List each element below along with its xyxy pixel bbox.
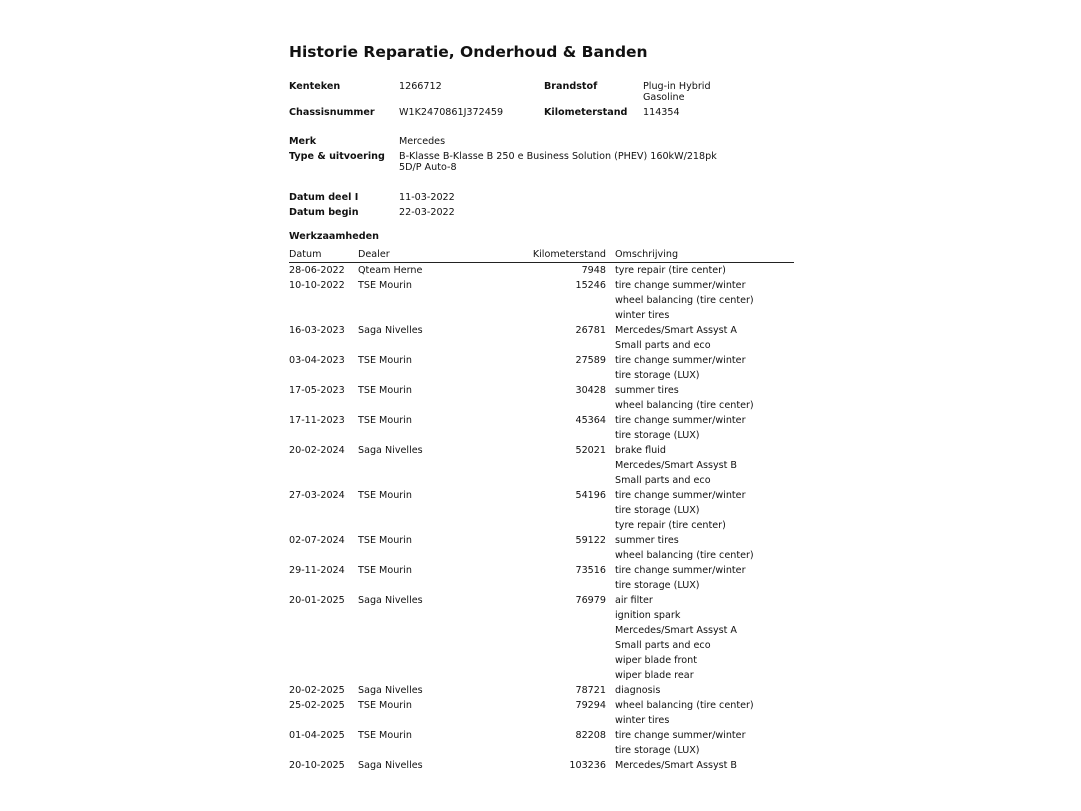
cell-kilometerstand: 7948 bbox=[581, 265, 606, 276]
cell-omschrijving: tyre repair (tire center) bbox=[615, 265, 726, 276]
cell-omschrijving: wheel balancing (tire center) bbox=[615, 295, 754, 306]
cell-dealer: Saga Nivelles bbox=[358, 685, 423, 696]
cell-kilometerstand: 45364 bbox=[575, 415, 606, 426]
table-row bbox=[289, 548, 794, 563]
cell-date: 28-06-2022 bbox=[289, 265, 345, 276]
datum-begin-value: 22-03-2022 bbox=[399, 207, 455, 218]
table-row bbox=[289, 308, 794, 323]
table-row bbox=[289, 398, 794, 413]
table-row bbox=[289, 323, 794, 338]
merk-value: Mercedes bbox=[399, 136, 446, 147]
table-row bbox=[289, 473, 794, 488]
table-row bbox=[289, 713, 794, 728]
column-header-kilometerstand: Kilometerstand bbox=[532, 249, 606, 260]
cell-dealer: TSE Mourin bbox=[358, 490, 412, 501]
cell-dealer: TSE Mourin bbox=[358, 730, 412, 741]
cell-dealer: TSE Mourin bbox=[358, 385, 412, 396]
table-row bbox=[289, 368, 794, 383]
cell-dealer: TSE Mourin bbox=[358, 535, 412, 546]
cell-omschrijving: Mercedes/Smart Assyst B bbox=[615, 460, 738, 471]
cell-dealer: TSE Mourin bbox=[358, 355, 412, 366]
cell-dealer: TSE Mourin bbox=[358, 565, 412, 576]
table-row bbox=[289, 413, 794, 428]
table-row bbox=[289, 623, 794, 638]
table-row bbox=[289, 728, 794, 743]
cell-omschrijving: tire storage (LUX) bbox=[615, 370, 700, 381]
cell-dealer: TSE Mourin bbox=[358, 415, 412, 426]
cell-dealer: Qteam Herne bbox=[358, 265, 423, 276]
cell-dealer: TSE Mourin bbox=[358, 700, 412, 711]
cell-kilometerstand: 103236 bbox=[569, 760, 606, 771]
kenteken-label: Kenteken bbox=[289, 81, 341, 92]
cell-date: 20-02-2024 bbox=[289, 445, 345, 456]
cell-dealer: Saga Nivelles bbox=[358, 595, 423, 606]
cell-kilometerstand: 59122 bbox=[575, 535, 606, 546]
kilometerstand-value: 114354 bbox=[643, 107, 680, 118]
table-row bbox=[289, 428, 794, 443]
cell-dealer: Saga Nivelles bbox=[358, 325, 423, 336]
cell-kilometerstand: 73516 bbox=[575, 565, 606, 576]
cell-omschrijving: tire change summer/winter bbox=[615, 730, 746, 741]
table-row bbox=[289, 668, 794, 683]
brandstof-value-line2: Gasoline bbox=[643, 92, 685, 103]
table-row bbox=[289, 338, 794, 353]
cell-omschrijving: winter tires bbox=[615, 310, 670, 321]
cell-omschrijving: tire storage (LUX) bbox=[615, 430, 700, 441]
type-label: Type & uitvoering bbox=[289, 151, 385, 162]
cell-date: 29-11-2024 bbox=[289, 565, 345, 576]
cell-date: 02-07-2024 bbox=[289, 535, 345, 546]
table-row bbox=[289, 698, 794, 713]
table-row bbox=[289, 653, 794, 668]
werkzaamheden-heading: Werkzaamheden bbox=[289, 231, 379, 242]
table-row bbox=[289, 578, 794, 593]
cell-date: 10-10-2022 bbox=[289, 280, 345, 291]
cell-kilometerstand: 82208 bbox=[575, 730, 606, 741]
cell-omschrijving: Mercedes/Smart Assyst B bbox=[615, 760, 738, 771]
cell-omschrijving: Small parts and eco bbox=[615, 640, 711, 651]
table-body bbox=[289, 263, 794, 773]
cell-omschrijving: Mercedes/Smart Assyst A bbox=[615, 325, 737, 336]
cell-kilometerstand: 78721 bbox=[575, 685, 606, 696]
table-row bbox=[289, 758, 794, 773]
cell-date: 20-02-2025 bbox=[289, 685, 345, 696]
cell-date: 25-02-2025 bbox=[289, 700, 345, 711]
cell-omschrijving: tire storage (LUX) bbox=[615, 745, 700, 756]
table-row bbox=[289, 518, 794, 533]
table-row bbox=[289, 458, 794, 473]
cell-omschrijving: tire change summer/winter bbox=[615, 280, 746, 291]
cell-date: 17-05-2023 bbox=[289, 385, 345, 396]
page-title: Historie Reparatie, Onderhoud & Banden bbox=[289, 43, 648, 61]
cell-omschrijving: Small parts and eco bbox=[615, 475, 711, 486]
cell-date: 03-04-2023 bbox=[289, 355, 345, 366]
cell-date: 20-10-2025 bbox=[289, 760, 345, 771]
datum-deel-value: 11-03-2022 bbox=[399, 192, 455, 203]
cell-omschrijving: ignition spark bbox=[615, 610, 681, 621]
cell-kilometerstand: 30428 bbox=[575, 385, 606, 396]
datum-deel-label: Datum deel I bbox=[289, 192, 359, 203]
cell-omschrijving: tire storage (LUX) bbox=[615, 580, 700, 591]
cell-kilometerstand: 26781 bbox=[575, 325, 606, 336]
cell-kilometerstand: 79294 bbox=[575, 700, 606, 711]
kilometerstand-label: Kilometerstand bbox=[544, 107, 628, 118]
table-row bbox=[289, 353, 794, 368]
kenteken-value: 1266712 bbox=[399, 81, 442, 92]
cell-omschrijving: summer tires bbox=[615, 535, 679, 546]
cell-omschrijving: tire change summer/winter bbox=[615, 355, 746, 366]
cell-omschrijving: wheel balancing (tire center) bbox=[615, 550, 754, 561]
column-header-omschrijving: Omschrijving bbox=[615, 249, 679, 260]
cell-omschrijving: wiper blade rear bbox=[615, 670, 694, 681]
cell-date: 27-03-2024 bbox=[289, 490, 345, 501]
cell-omschrijving: tire storage (LUX) bbox=[615, 505, 700, 516]
cell-kilometerstand: 27589 bbox=[575, 355, 606, 366]
table-row bbox=[289, 383, 794, 398]
table-row bbox=[289, 638, 794, 653]
cell-kilometerstand: 15246 bbox=[575, 280, 606, 291]
chassis-value: W1K2470861J372459 bbox=[399, 107, 504, 118]
table-row bbox=[289, 278, 794, 293]
table-row bbox=[289, 488, 794, 503]
type-value-line1: B-Klasse B-Klasse B 250 e Business Solution (PHEV) 160kW/218pk bbox=[399, 151, 717, 162]
cell-date: 17-11-2023 bbox=[289, 415, 345, 426]
table-row bbox=[289, 563, 794, 578]
cell-dealer: TSE Mourin bbox=[358, 280, 412, 291]
merk-label: Merk bbox=[289, 136, 317, 147]
cell-omschrijving: diagnosis bbox=[615, 685, 661, 696]
cell-omschrijving: air filter bbox=[615, 595, 653, 606]
column-header-dealer: Dealer bbox=[358, 249, 390, 260]
table-row bbox=[289, 683, 794, 698]
cell-omschrijving: tire change summer/winter bbox=[615, 565, 746, 576]
cell-dealer: Saga Nivelles bbox=[358, 445, 423, 456]
table-row bbox=[289, 503, 794, 518]
cell-omschrijving: Mercedes/Smart Assyst A bbox=[615, 625, 737, 636]
cell-omschrijving: wheel balancing (tire center) bbox=[615, 700, 754, 711]
cell-omschrijving: tire change summer/winter bbox=[615, 490, 746, 501]
cell-omschrijving: wheel balancing (tire center) bbox=[615, 400, 754, 411]
cell-dealer: Saga Nivelles bbox=[358, 760, 423, 771]
cell-kilometerstand: 76979 bbox=[575, 595, 606, 606]
cell-omschrijving: tyre repair (tire center) bbox=[615, 520, 726, 531]
cell-omschrijving: summer tires bbox=[615, 385, 679, 396]
cell-kilometerstand: 52021 bbox=[575, 445, 606, 456]
table-row bbox=[289, 743, 794, 758]
table-row bbox=[289, 263, 794, 278]
cell-omschrijving: winter tires bbox=[615, 715, 670, 726]
cell-omschrijving: tire change summer/winter bbox=[615, 415, 746, 426]
table-row bbox=[289, 443, 794, 458]
cell-omschrijving: brake fluid bbox=[615, 445, 666, 456]
table-row bbox=[289, 608, 794, 623]
cell-omschrijving: Small parts and eco bbox=[615, 340, 711, 351]
datum-begin-label: Datum begin bbox=[289, 207, 359, 218]
chassis-label: Chassisnummer bbox=[289, 107, 375, 118]
brandstof-label: Brandstof bbox=[544, 81, 598, 92]
table-row bbox=[289, 293, 794, 308]
table-header bbox=[289, 249, 794, 263]
table-row bbox=[289, 533, 794, 548]
column-header-datum: Datum bbox=[289, 249, 322, 260]
cell-date: 16-03-2023 bbox=[289, 325, 345, 336]
cell-date: 01-04-2025 bbox=[289, 730, 345, 741]
table-row bbox=[289, 593, 794, 608]
cell-kilometerstand: 54196 bbox=[575, 490, 606, 501]
cell-omschrijving: wiper blade front bbox=[615, 655, 697, 666]
type-value-line2: 5D/P Auto-8 bbox=[399, 162, 457, 173]
brandstof-value-line1: Plug-in Hybrid bbox=[643, 81, 711, 92]
cell-date: 20-01-2025 bbox=[289, 595, 345, 606]
